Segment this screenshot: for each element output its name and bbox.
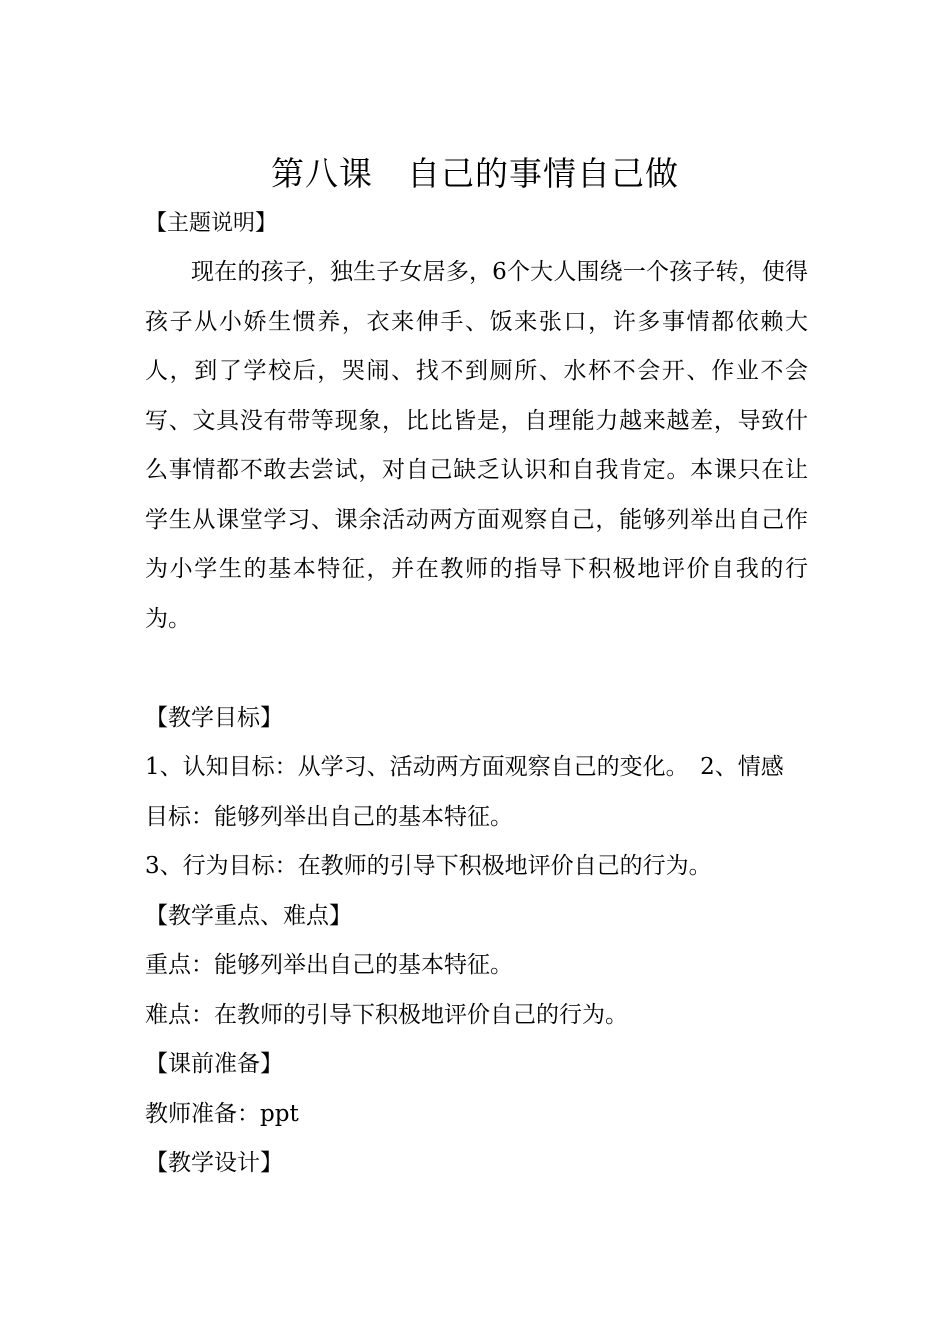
design-heading: 【教学设计】 bbox=[145, 1150, 283, 1176]
objectives-heading: 【教学目标】 bbox=[145, 704, 283, 731]
blank-line bbox=[145, 644, 808, 694]
theme-heading: 【主题说明】 bbox=[145, 211, 278, 236]
key-point: 重点：能够列举出自己的基本特征。 bbox=[145, 952, 513, 978]
preparation-heading: 【课前准备】 bbox=[145, 1051, 283, 1077]
objective-line-1: 1、认知目标：从学习、活动两方面观察自己的变化。 2、情感 bbox=[145, 754, 784, 780]
objective-line-3: 3、行为目标：在教师的引导下积极地评价自己的行为。 bbox=[145, 853, 712, 879]
key-difficulty-heading: 【教学重点、难点】 bbox=[145, 902, 352, 929]
difficult-point: 难点：在教师的引导下积极地评价自己的行为。 bbox=[145, 1001, 628, 1028]
theme-paragraph: 现在的孩子，独生子女居多，6个大人围绕一个孩子转，使得孩子从小娇生惯养，衣来伸手、饭来张口，许多事情都依赖大人，到了学校后，哭闹、找不到厕所、水杯不会开、作业不会写、文具没有带等现象，比比皆是，自理能力越来越差，导致什么事情都不敢去尝试，对自己缺乏认识和自我肯定。本课只在让学生从课堂学习、课余活动两方面观察自己，能够列举出自己作为小学生的基本特征，并在教师的指导下积极地评价自我的行为。 bbox=[145, 259, 808, 632]
teacher-preparation: 教师准备：ppt bbox=[145, 1100, 299, 1127]
document-body bbox=[145, 200, 808, 1189]
page-title: 第八课 自己的事情自己做 bbox=[271, 154, 679, 193]
objective-line-2: 目标：能够列举出自己的基本特征。 bbox=[145, 803, 513, 830]
